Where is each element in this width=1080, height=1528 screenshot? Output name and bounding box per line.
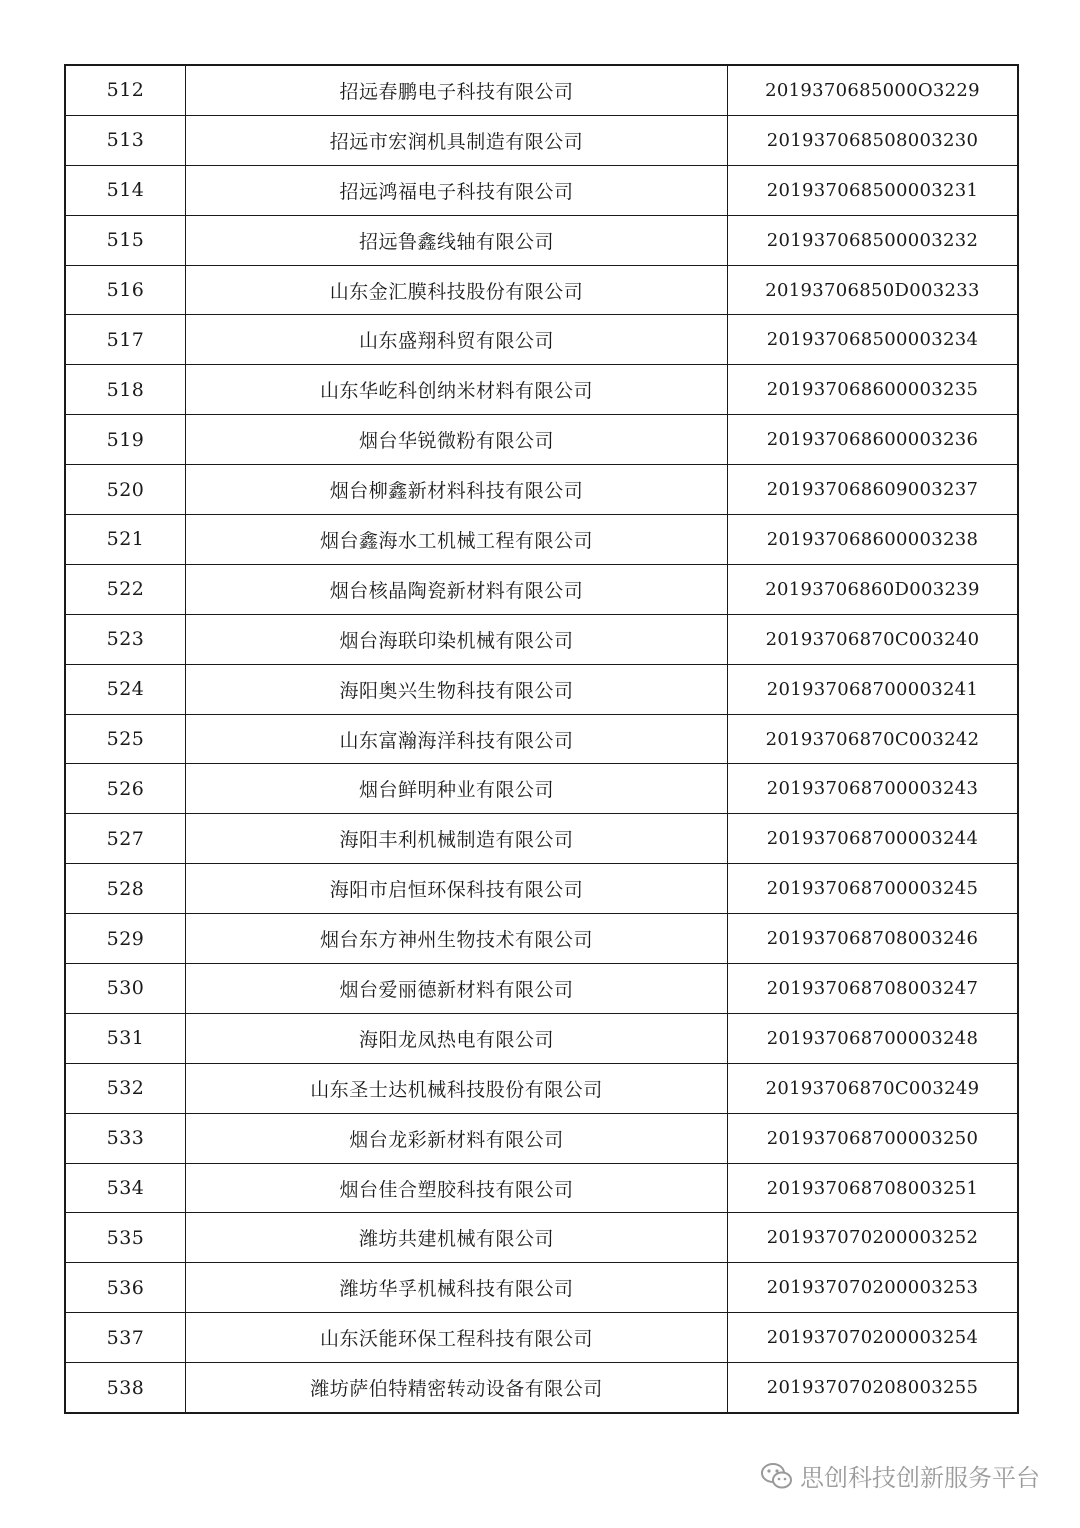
row-number-cell: 536 — [65, 1263, 186, 1313]
table-row — [65, 515, 1018, 565]
registration-code-cell: 201937068708003251 — [728, 1163, 1019, 1213]
row-number-cell: 522 — [65, 564, 186, 614]
registration-code-cell: 201937068700003244 — [728, 814, 1019, 864]
company-name-cell: 烟台海联印染机械有限公司 — [186, 614, 728, 664]
company-name-cell: 山东盛翔科贸有限公司 — [186, 315, 728, 365]
company-name-cell: 海阳丰利机械制造有限公司 — [186, 814, 728, 864]
row-number-cell: 531 — [65, 1013, 186, 1063]
row-number-cell: 515 — [65, 215, 186, 265]
table-row — [65, 1363, 1018, 1413]
row-number-cell: 537 — [65, 1313, 186, 1363]
company-list-table — [64, 64, 1019, 1414]
company-name-cell: 山东沃能环保工程科技有限公司 — [186, 1313, 728, 1363]
row-number-cell: 535 — [65, 1213, 186, 1263]
table-row — [65, 115, 1018, 165]
table-row — [65, 764, 1018, 814]
row-number-cell: 516 — [65, 265, 186, 315]
company-name-cell: 招远鲁鑫线轴有限公司 — [186, 215, 728, 265]
row-number-cell: 533 — [65, 1113, 186, 1163]
registration-code-cell: 2019370685000O3229 — [728, 65, 1019, 115]
table-row — [65, 1063, 1018, 1113]
row-number-cell: 528 — [65, 864, 186, 914]
table-row — [65, 365, 1018, 415]
table-row — [65, 465, 1018, 515]
row-number-cell: 512 — [65, 65, 186, 115]
registration-code-cell: 201937068708003246 — [728, 914, 1019, 964]
company-name-cell: 海阳市启恒环保科技有限公司 — [186, 864, 728, 914]
company-name-cell: 山东圣士达机械科技股份有限公司 — [186, 1063, 728, 1113]
table-row — [65, 1213, 1018, 1263]
row-number-cell: 518 — [65, 365, 186, 415]
table-row — [65, 265, 1018, 315]
company-name-cell: 海阳龙凤热电有限公司 — [186, 1013, 728, 1063]
row-number-cell: 532 — [65, 1063, 186, 1113]
registration-code-cell: 201937068600003235 — [728, 365, 1019, 415]
table-row — [65, 1313, 1018, 1363]
registration-code-cell: 201937068700003243 — [728, 764, 1019, 814]
table-row — [65, 1263, 1018, 1313]
company-name-cell: 潍坊共建机械有限公司 — [186, 1213, 728, 1263]
registration-code-cell: 20193706870C003242 — [728, 714, 1019, 764]
row-number-cell: 520 — [65, 465, 186, 515]
registration-code-cell: 201937068708003247 — [728, 964, 1019, 1014]
registration-code-cell: 20193706870C003249 — [728, 1063, 1019, 1113]
company-name-cell: 烟台佳合塑胶科技有限公司 — [186, 1163, 728, 1213]
row-number-cell: 534 — [65, 1163, 186, 1213]
table-row — [65, 1013, 1018, 1063]
table-row — [65, 864, 1018, 914]
row-number-cell: 524 — [65, 664, 186, 714]
company-name-cell: 烟台核晶陶瓷新材料有限公司 — [186, 564, 728, 614]
registration-code-cell: 201937068500003232 — [728, 215, 1019, 265]
company-name-cell: 烟台东方神州生物技术有限公司 — [186, 914, 728, 964]
row-number-cell: 530 — [65, 964, 186, 1014]
registration-code-cell: 201937070208003255 — [728, 1363, 1019, 1413]
watermark-text: 思创科技创新服务平台 — [800, 1464, 1040, 1492]
company-name-cell: 烟台华锐微粉有限公司 — [186, 415, 728, 465]
registration-code-cell: 20193706850D003233 — [728, 265, 1019, 315]
company-name-cell: 招远鸿福电子科技有限公司 — [186, 165, 728, 215]
company-name-cell: 招远春鹏电子科技有限公司 — [186, 65, 728, 115]
table-body — [65, 65, 1018, 1413]
registration-code-cell: 201937070200003253 — [728, 1263, 1019, 1313]
table-row — [65, 1163, 1018, 1213]
registration-code-cell: 201937068700003250 — [728, 1113, 1019, 1163]
table-row — [65, 315, 1018, 365]
table-row — [65, 415, 1018, 465]
registration-code-cell: 201937068500003234 — [728, 315, 1019, 365]
table-row — [65, 614, 1018, 664]
row-number-cell: 527 — [65, 814, 186, 864]
row-number-cell: 514 — [65, 165, 186, 215]
row-number-cell: 517 — [65, 315, 186, 365]
table-row — [65, 714, 1018, 764]
row-number-cell: 523 — [65, 614, 186, 664]
registration-code-cell: 201937068508003230 — [728, 115, 1019, 165]
company-name-cell: 烟台爱丽德新材料有限公司 — [186, 964, 728, 1014]
row-number-cell: 526 — [65, 764, 186, 814]
company-name-cell: 潍坊华孚机械科技有限公司 — [186, 1263, 728, 1313]
table-row — [65, 1113, 1018, 1163]
table-row — [65, 165, 1018, 215]
registration-code-cell: 201937068609003237 — [728, 465, 1019, 515]
table-row — [65, 964, 1018, 1014]
row-number-cell: 529 — [65, 914, 186, 964]
registration-code-cell: 201937068700003241 — [728, 664, 1019, 714]
row-number-cell: 538 — [65, 1363, 186, 1413]
row-number-cell: 521 — [65, 515, 186, 565]
table-row — [65, 664, 1018, 714]
company-name-cell: 烟台龙彩新材料有限公司 — [186, 1113, 728, 1163]
table-row — [65, 564, 1018, 614]
registration-code-cell: 201937068700003245 — [728, 864, 1019, 914]
watermark — [760, 1458, 1040, 1493]
table-row — [65, 814, 1018, 864]
registration-code-cell: 20193706870C003240 — [728, 614, 1019, 664]
company-name-cell: 潍坊萨伯特精密转动设备有限公司 — [186, 1363, 728, 1413]
company-name-cell: 烟台鲜明种业有限公司 — [186, 764, 728, 814]
registration-code-cell: 201937070200003252 — [728, 1213, 1019, 1263]
table-row — [65, 65, 1018, 115]
registration-code-cell: 201937068600003236 — [728, 415, 1019, 465]
table-row — [65, 215, 1018, 265]
company-name-cell: 山东富瀚海洋科技有限公司 — [186, 714, 728, 764]
company-name-cell: 山东金汇膜科技股份有限公司 — [186, 265, 728, 315]
registration-code-cell: 201937068500003231 — [728, 165, 1019, 215]
registration-code-cell: 20193706860D003239 — [728, 564, 1019, 614]
company-name-cell: 山东华屹科创纳米材料有限公司 — [186, 365, 728, 415]
company-name-cell: 招远市宏润机具制造有限公司 — [186, 115, 728, 165]
company-name-cell: 海阳奥兴生物科技有限公司 — [186, 664, 728, 714]
company-name-cell: 烟台鑫海水工机械工程有限公司 — [186, 515, 728, 565]
table-row — [65, 914, 1018, 964]
registration-code-cell: 201937070200003254 — [728, 1313, 1019, 1363]
row-number-cell: 525 — [65, 714, 186, 764]
company-name-cell: 烟台柳鑫新材料科技有限公司 — [186, 465, 728, 515]
row-number-cell: 519 — [65, 415, 186, 465]
row-number-cell: 513 — [65, 115, 186, 165]
registration-code-cell: 201937068700003248 — [728, 1013, 1019, 1063]
registration-code-cell: 201937068600003238 — [728, 515, 1019, 565]
wechat-icon — [760, 1462, 794, 1490]
